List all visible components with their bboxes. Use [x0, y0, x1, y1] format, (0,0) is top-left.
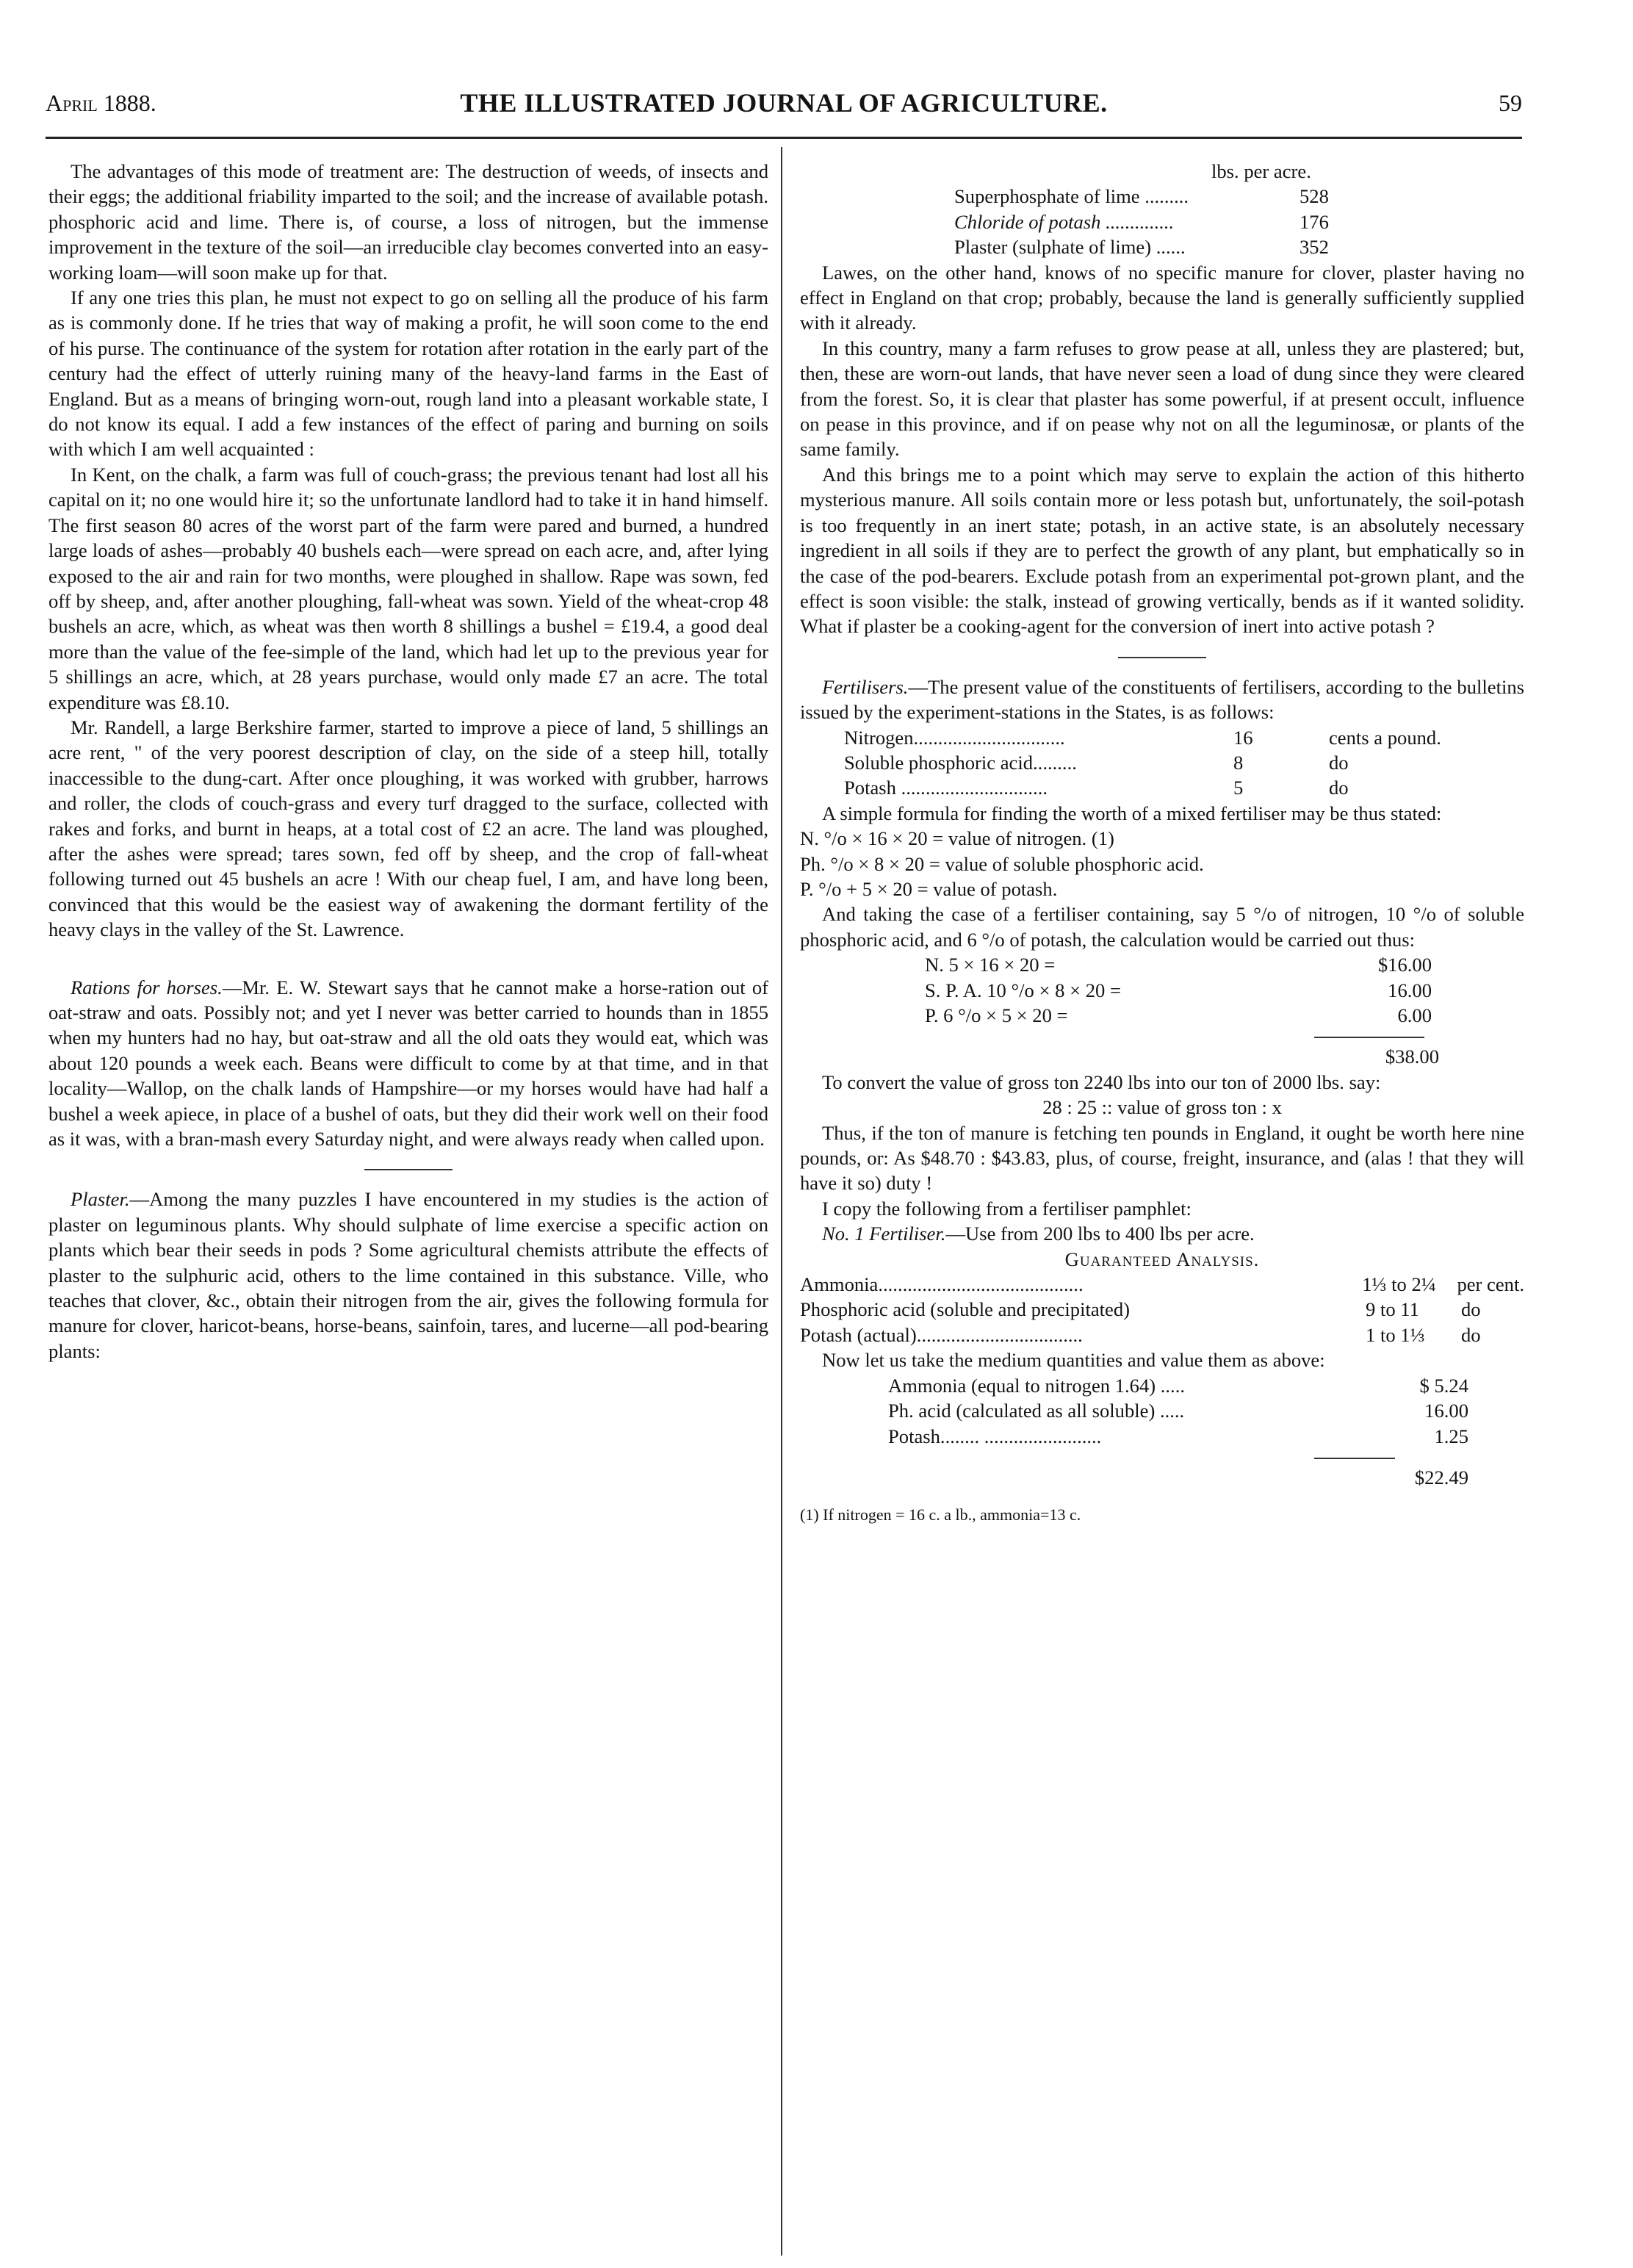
- column-divider: [781, 147, 782, 2256]
- right-column: [800, 159, 1524, 1525]
- no1-text: —Use from 200 lbs to 400 lbs per acre.: [945, 1223, 1255, 1245]
- paragraph-medium: Now let us take the medium quantities and value them as above:: [822, 1349, 1325, 1372]
- table-row: Phosphoric acid (soluble and precipitated) 9 to 11 do: [800, 1298, 1481, 1321]
- table-row: Potash........ ........................ 1.25: [888, 1425, 1468, 1447]
- paragraph-convert: To convert the value of gross ton 2240 lbs into our ton of 2000 lbs. say:: [822, 1070, 1381, 1093]
- paragraph-formula-intro: A simple formula for finding the worth of a mixed fertiliser may be thus stated:: [822, 802, 1442, 824]
- formula-list: [800, 826, 1524, 901]
- table-row: S. P. A. 10 °/o × 8 × 20 = 16.00: [925, 979, 1432, 1001]
- page-number: 59: [1499, 90, 1522, 116]
- table-row: Plaster (sulphate of lime) ...... 352: [954, 236, 1329, 259]
- total-rule: [1314, 1037, 1424, 1038]
- section-rule: [364, 1169, 453, 1170]
- paragraph-plan: If any one tries this plan, he must not expect to go on selling all the produce of his farm as is commonly done. If he tries that way of making a profit, he will soon come to the end of his purse. The continuance of the system for rotation after rotation in the early part of the century had the effect of utterly ruining many of the heavy-land farms in the East of England. But as a means of bringing worn-out, rough land into a pleasant workable state, I do not know its equal. I add a few instances of the effect of paring and burning on soils with which I am well acquainted :: [48, 287, 768, 461]
- calculation-table: [925, 952, 1524, 1028]
- running-head: [46, 82, 1522, 123]
- rations-text: —Mr. E. W. Stewart says that he cannot make a horse-ration out of oat-straw and oats. Possibly not; and yet I never was better carried to hounds than in 1855 when my hunters had no hay, but oat-straw and all the old oats they would eat, which was about 120 pounds a week each. Beans were difficult to come by at that time, and in that locality—Wallop, on the chalk lands of Hampshire—or my horses would have had half a bushel a week apiece, in place of a bushel of oats, but they did their work well on their food as it was, with a bran-mash every Saturday night, and were always ready when called upon.: [48, 976, 768, 1151]
- table-row: Potash .............................. 5 do: [844, 777, 1349, 799]
- fertilisers-heading: Fertilisers.: [822, 675, 909, 698]
- ville-formula-table: [954, 184, 1524, 259]
- paragraph-plaster: [48, 1187, 768, 1364]
- table-row: Ammonia (equal to nitrogen 1.64) ..... $ 5.24: [888, 1374, 1468, 1397]
- paragraph-thus: Thus, if the ton of manure is fetching ten pounds in England, it ought be worth here nine pounds, or: As $48.70 : $43.83, plus, of course, freight, insurance, and (alas ! that they will have it so) duty !: [800, 1121, 1524, 1195]
- table-row: Ammonia.......................................... 1⅓ to 2¼ per cent.: [800, 1273, 1524, 1296]
- paragraph-taking: And taking the case of a fertiliser containing, say 5 °/o of nitrogen, 10 °/o of soluble phosphoric acid, and 6 °/o of potash, the calculation would be carried out thus:: [800, 903, 1524, 951]
- paragraph-lawes: Lawes, on the other hand, knows of no specific manure for clover, plaster having no effect in England on that crop; probably, because the land is generally sufficiently supplied with it already.: [800, 261, 1524, 334]
- paragraph-brings: And this brings me to a point which may serve to explain the action of this hitherto mysterious manure. All soils contain more or less potash but, unfortunately, the soil-potash is too frequently in an inert state; potash, in an active state, is an absolutely necessary ingredient in all soils if they are to perfect the growth of any plant, but emphatically so in the case of the pod-bearers. Exclude potash from an experimental pot-grown plant, and the effect is soon visible: the stalk, instead of growing vertically, bends as if it wanted solidity. What if plaster be a cooking-agent for the conversion of inert into active potash ?: [800, 463, 1524, 638]
- rations-heading: Rations for horses.: [71, 976, 223, 998]
- footnote: (1) If nitrogen = 16 c. a lb., ammonia=13 c.: [800, 1505, 1081, 1524]
- left-column: [48, 159, 768, 1364]
- paragraph-rations: [48, 975, 768, 1152]
- value-table: [888, 1373, 1524, 1449]
- analysis-heading: Guaranteed Analysis.: [1064, 1248, 1260, 1270]
- table-row: N. 5 × 16 × 20 = $16.00: [925, 954, 1432, 976]
- table-row: Nitrogen............................... 16 cents a pound.: [844, 726, 1441, 749]
- table-row: Superphosphate of lime ......... 528: [954, 185, 1329, 208]
- paragraph-no1: [800, 1221, 1524, 1246]
- table-row: Chloride of potash .............. 176: [954, 210, 1329, 233]
- paragraph-copy: I copy the following from a fertiliser pamphlet:: [822, 1197, 1192, 1220]
- paragraph-kent: In Kent, on the chalk, a farm was full of couch-grass; the previous tenant had lost all his capital on it; no one would hire it; so the unfortunate landlord had to take it in hand himself. The first season 80 acres of the worst part of the farm were pared and burned, a hundred large loads of ashes—probably 40 bushels each—were spread on each acre, and, after lying exposed to the air and rain for two months, were ploughed in shallow. Rape was sown, fed off by sheep, and, after another ploughing, fall-wheat was sown. Yield of the wheat-crop 48 bushels an acre, which, as wheat was then worth 8 shillings a bushel = £19.4, a good deal more than the value of the fee-simple of the land, which had let up to the previous year for 5 shillings an acre, which, at 28 years purchase, would only made £7 an acre. The total expenditure was £8.10.: [48, 463, 768, 713]
- header-rule: [46, 137, 1522, 139]
- total-rule: [1314, 1458, 1395, 1459]
- formula-line: P. °/o + 5 × 20 = value of potash.: [800, 877, 1058, 900]
- value-total: $22.49: [1414, 1466, 1468, 1488]
- paragraph-advantages: The advantages of this mode of treatment are: The destruction of weeds, of insects and their eggs; the additional friability imparted to the soil; and the increase of available potash. phosphoric acid and lime. There is, of course, a loss of nitrogen, but the immense improvement in the texture of the soil—an irreducible clay becomes converted into an easy-working loam—will soon make up for that.: [48, 160, 768, 284]
- section-rule: [1118, 657, 1206, 658]
- fertilisers-text: —The present value of the constituents of fertilisers, according to the bulletins issued by the experiment-stations in the States, is as follows:: [800, 675, 1524, 724]
- table-row: P. 6 °/o × 5 × 20 = 6.00: [925, 1004, 1432, 1026]
- price-table: [844, 725, 1524, 801]
- analysis-table: [800, 1272, 1524, 1347]
- no1-heading: No. 1 Fertiliser.: [822, 1223, 946, 1245]
- table-row: Potash (actual).................................. 1 to 1⅓ do: [800, 1323, 1481, 1346]
- table-row: Ph. acid (calculated as all soluble) ..... 16.00: [888, 1400, 1468, 1422]
- calculation-total: $38.00: [1385, 1045, 1439, 1068]
- formula-line: Ph. °/o × 8 × 20 = value of soluble phosphoric acid.: [800, 852, 1204, 875]
- plaster-heading: Plaster.: [71, 1188, 130, 1211]
- ratio-line: 28 : 25 :: value of gross ton : x: [1042, 1096, 1282, 1119]
- paragraph-country: In this country, many a farm refuses to grow pease at all, unless they are plastered; but, then, these are worn-out lands, that have never seen a load of dung since they were cleared from the forest. So, it is clear that plaster has some powerful, if at present occult, influence on pease in this province, and if on pease why not on all the leguminosæ, or plants of the same family.: [800, 336, 1524, 461]
- paragraph-randell: Mr. Randell, a large Berkshire farmer, started to improve a piece of land, 5 shillings an acre rent, " of the very poorest description of clay, on the side of a steep hill, totally inaccessible to the dung-cart. After once ploughing, it was worked with grubber, harrows and roller, the clods of couch-grass and every turf dragged to the surface, collected with rakes and forks, and burnt in heaps, at a total cost of £2 an acre. The land was ploughed, after the ashes were spread; tares sown, fed off by sheep, and the crop of fall-wheat following turned out 45 bushels an acre ! With our cheap fuel, I am, and have long been, convinced that this would be the easiest way of awakening the dormant fertility of the heavy clays in the valley of the St. Lawrence.: [48, 716, 768, 941]
- ville-unit-row: [1211, 159, 1524, 184]
- issue-date: April 1888.: [46, 90, 156, 116]
- journal-title: THE ILLUSTRATED JOURNAL OF AGRICULTURE.: [460, 88, 1108, 118]
- ville-unit: lbs. per acre.: [1211, 160, 1311, 182]
- paragraph-fertilisers: [800, 674, 1524, 725]
- formula-line: N. °/o × 16 × 20 = value of nitrogen. (1): [800, 827, 1114, 850]
- plaster-text: —Among the many puzzles I have encountered in my studies is the action of plaster on leguminous plants. Why should sulphate of lime exercise a specific action on plants which bear their seeds in pods ? Some agricultural chemists attribute the effects of plaster to the sulphuric acid, others to the lime contained in this substance. Ville, who teaches that clover, &c., obtain their nitrogen from the air, gives the following formula for manure for clover, haricot-beans, horse-beans, sainfoin, tares, and lucerne—all pod-bearing plants:: [48, 1188, 768, 1362]
- table-row: Soluble phosphoric acid......... 8 do: [844, 751, 1349, 774]
